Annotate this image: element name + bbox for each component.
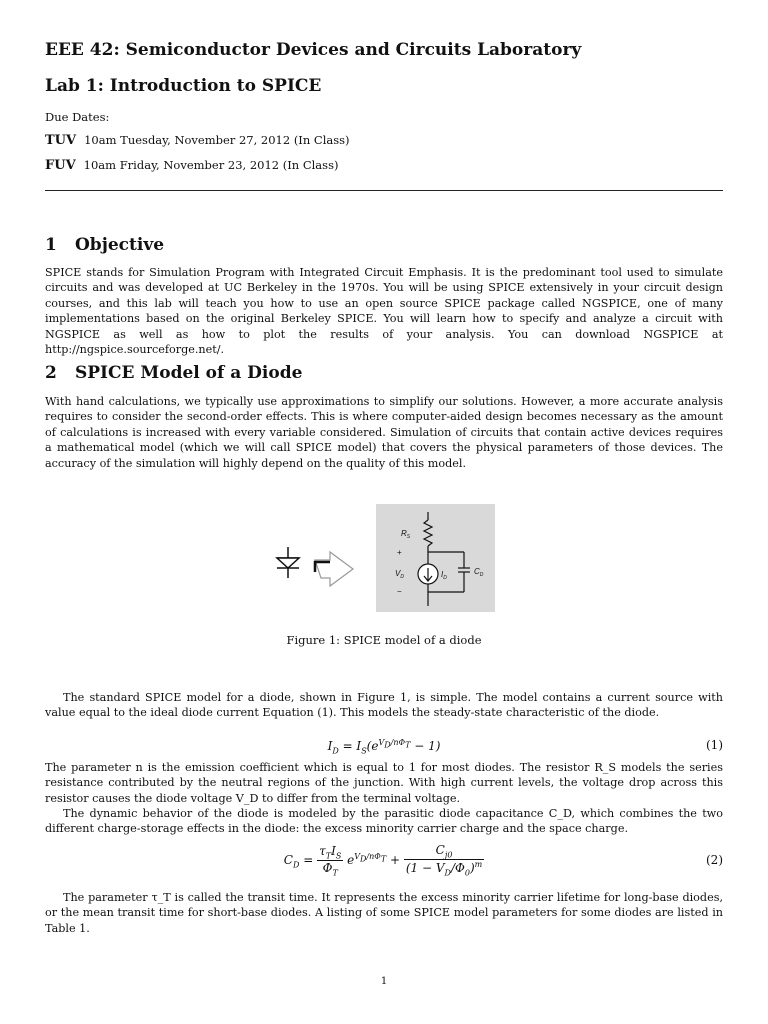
diode-model-paragraph: With hand calculations, we typically use approximations to simplify our solutions. However, a more accurate analysis requires to consider the second-order effects. This is where computer-aided design becomes necessary as the amount of calculations is increased with every variable considered. Simulation of circuits that contain active devices requires a mathematical model (which we will call SPICE model) that covers the physical parameters of those devices. The accuracy of the simulation will highly depend on the quality of this model. xyxy=(45,395,723,470)
section-number: 1 xyxy=(45,235,57,255)
figure-caption: Figure 1: SPICE model of a diode xyxy=(286,633,482,647)
due-text: 10am Tuesday, November 27, 2012 (In Class) xyxy=(84,133,350,147)
section-title: Objective xyxy=(75,235,165,255)
diode-symbol xyxy=(277,547,299,578)
plus-label: + xyxy=(397,548,402,557)
section-heading-diode-model xyxy=(45,363,302,383)
equation-1: $I_D = I_S(e^{V_D/n\Phi_T} - 1)$ (1) xyxy=(327,738,723,756)
due-row-tuv xyxy=(45,133,350,148)
id-label: $I_D$ xyxy=(441,570,447,581)
page-number: 1 xyxy=(380,976,388,987)
vd-label: $V_D$ xyxy=(395,569,404,580)
due-text: 10am Friday, November 23, 2012 (In Class) xyxy=(83,158,339,172)
rs-label: $R_S$ xyxy=(401,529,411,540)
header-divider xyxy=(45,190,723,191)
body-paragraph-3: The dynamic behavior of the diode is modeled by the parasitic diode capacitance C_D, which combines the two different charge-storage effects in the diode: the excess minority carrier charge and the space charge. xyxy=(45,807,723,836)
equation-number: (2) xyxy=(706,853,723,867)
course-title: EEE 42: Semiconductor Devices and Circuits Laboratory xyxy=(45,40,582,60)
body-paragraph-2: The parameter n is the emission coefficient which is equal to 1 for most diodes. The resistor R_S models the series resistance contributed by the neutral regions of the junction. With high current levels, the voltage drop across this resistor causes the diode voltage V_D to differ from the terminal voltage. xyxy=(45,761,723,805)
body-paragraph-1: The standard SPICE model for a diode, shown in Figure 1, is simple. The model contains a current source with value equal to the ideal diode current Equation (1). This models the steady-state characteristic of the diode. xyxy=(45,691,723,720)
diode-model-figure xyxy=(275,502,495,614)
due-row-fuv xyxy=(45,158,338,173)
model-panel xyxy=(376,504,495,612)
equation-number: (1) xyxy=(706,738,723,752)
due-section: FUV xyxy=(45,158,76,173)
minus-label: − xyxy=(397,587,402,596)
objective-paragraph: SPICE stands for Simulation Program with Integrated Circuit Emphasis. It is the predominant tool used to simulate circuits and was developed at UC Berkeley in the 1970s. You will be using SPICE extensively in your circuit design courses, and this lab will teach you how to use an open source SPICE package called NGSPICE, one of many implementations based on the original Berkeley SPICE. You will learn how to specify and analyze a circuit with NGSPICE as well as how to plot the results of your analysis. You can download NGSPICE at http://ngspice.sourceforge.net/. xyxy=(45,266,723,357)
section-heading-objective xyxy=(45,235,164,255)
equation-2: $C_D$ = $\frac{\tau_TI_S}{\Phi_T}$ $e^{V_D/n\Phi_T}$ + $\frac{C_{j0}}{(1 - V_D/\Phi_0)^m}$ (2) xyxy=(283,843,723,878)
section-number: 2 xyxy=(45,363,57,383)
body-paragraph-4: The parameter τ_T is called the transit time. It represents the excess minority carrier lifetime for long-base diodes, or the mean transit time for short-base diodes. A listing of some SPICE model parameters for some diodes are listed in Table 1. xyxy=(45,891,723,935)
section-title: SPICE Model of a Diode xyxy=(75,363,303,383)
due-section: TUV xyxy=(45,133,77,148)
lab-title: Lab 1: Introduction to SPICE xyxy=(45,76,322,96)
cd-label: $C_D$ xyxy=(474,567,484,578)
arrow-icon xyxy=(315,552,353,586)
due-dates-label: Due Dates: xyxy=(45,110,110,124)
